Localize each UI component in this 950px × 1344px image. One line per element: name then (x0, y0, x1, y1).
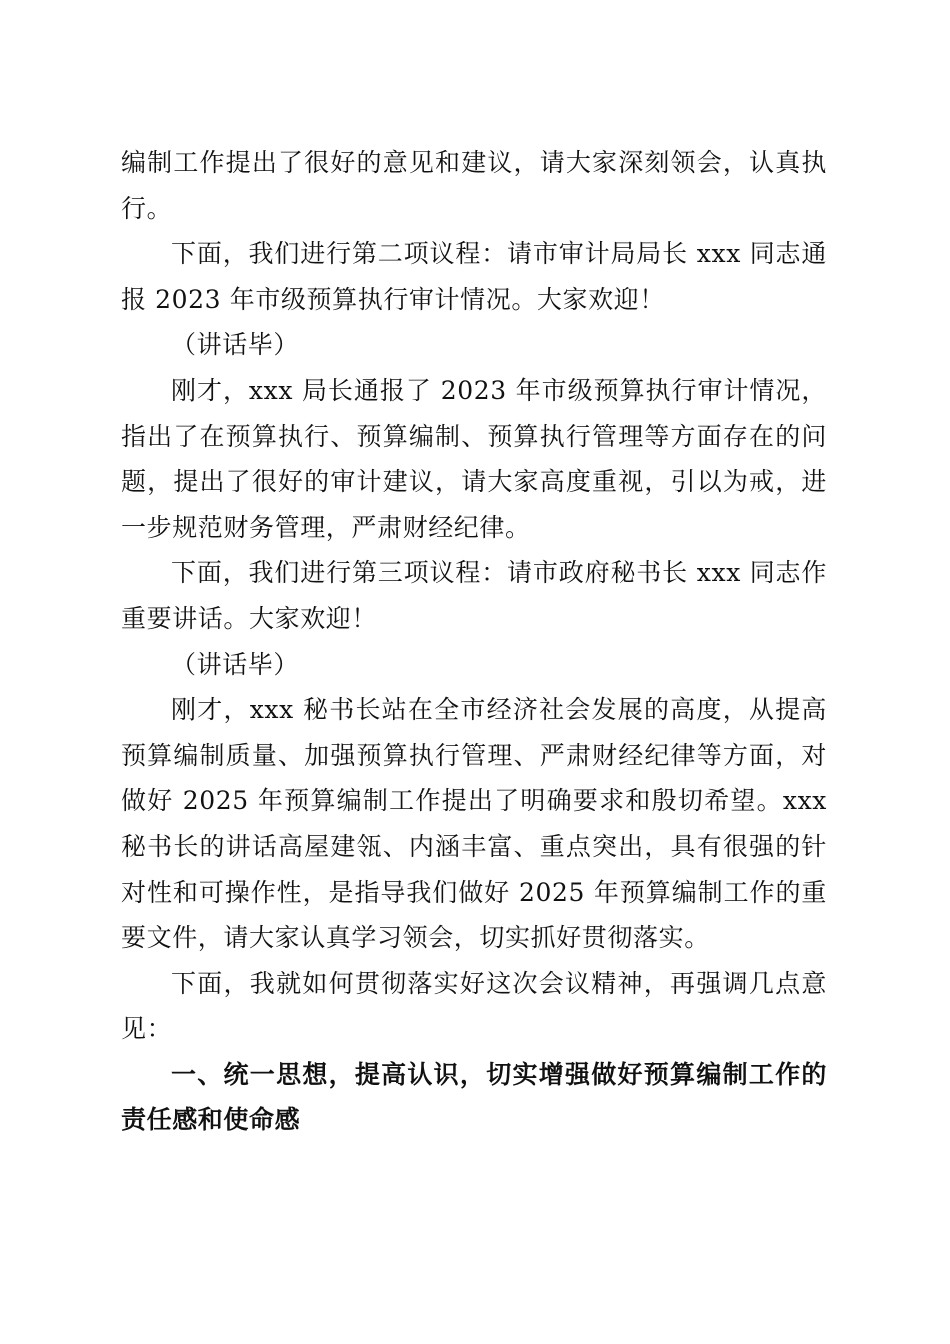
paragraph-continuation: 编制工作提出了很好的意见和建议，请大家深刻领会，认真执行。 (121, 148, 827, 223)
paragraph-agenda-three: 下面，我们进行第三项议程：请市政府秘书长 xxx 同志作重要讲话。大家欢迎！ (121, 558, 827, 633)
paragraph-audit-summary: 刚才，xxx 局长通报了 2023 年市级预算执行审计情况，指出了在预算执行、预算编制、预算执行管理等方面存在的问题，提出了很好的审计建议，请大家高度重视，引以为戒，进一步规范财务管理，严肃财经纪律。 (121, 375, 827, 542)
speech-end-note: （讲话毕） (171, 649, 300, 679)
section-heading: 一、统一思想，提高认识，切实增强做好预算编制工作的责任感和使命感 (121, 1059, 827, 1135)
paragraph-secretary-summary: 刚才，xxx 秘书长站在全市经济社会发展的高度，从提高预算编制质量、加强预算执行管理、严肃财经纪律等方面，对做好 2025 年预算编制工作提出了明确要求和殷切希望。xxx 秘书长的讲话高屋建瓴、内涵丰富、重点突出，具有很强的针对性和可操作性，是指导我们做好 2025 年预算编制工作的重要文件，请大家认真学习领会，切实抓好贯彻落实。 (121, 695, 827, 953)
speech-end-note: （讲话毕） (171, 330, 300, 360)
paragraph-agenda-two: 下面，我们进行第二项议程：请市审计局局长 xxx 同志通报 2023 年市级预算执行审计情况。大家欢迎！ (121, 239, 827, 314)
document-body (121, 140, 827, 1143)
paragraph-transition: 下面，我就如何贯彻落实好这次会议精神，再强调几点意见： (121, 968, 827, 1044)
